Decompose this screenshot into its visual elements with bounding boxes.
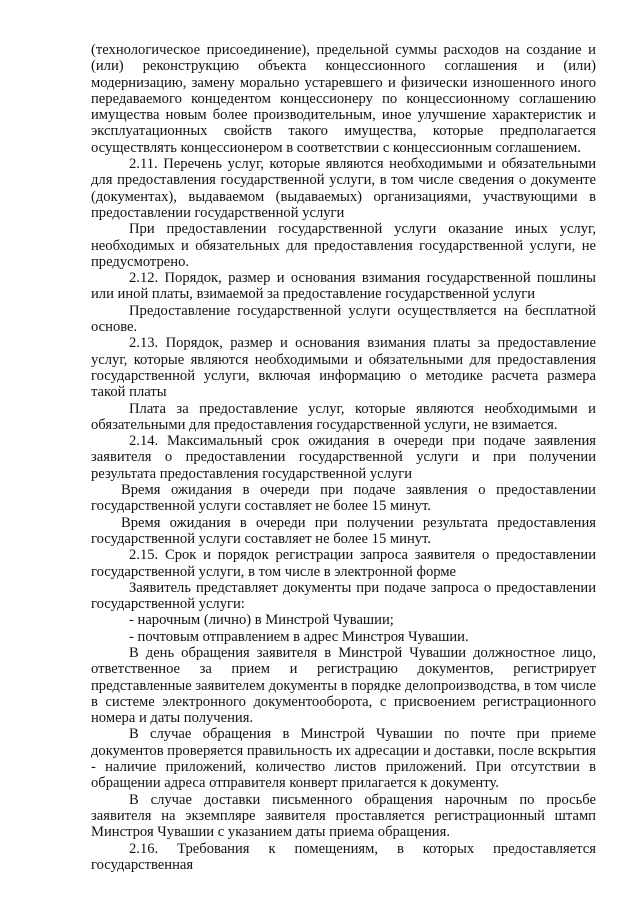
- paragraph-2-14-wait-submit: Время ожидания в очереди при подаче заявления о предоставлении государственной услуги составляет не более 15 минут.: [91, 482, 596, 515]
- section-heading-2-15: 2.15. Срок и порядок регистрации запроса заявителя о предоставлении государственной услуги, в том числе в электронной форме: [91, 547, 596, 580]
- paragraph-2-12-body: Предоставление государственной услуги осуществляется на бесплатной основе.: [91, 302, 596, 336]
- paragraph-2-11-body: При предоставлении государственной услуги оказание иных услуг, необходимых и обязательных для предоставления государственной услуги, не предусмотрено.: [91, 221, 596, 270]
- section-heading-2-12: 2.12. Порядок, размер и основания взимания государственной пошлины или иной платы, взимаемой за предоставление государственной услуги: [91, 270, 596, 303]
- list-item-by-mail: - почтовым отправлением в адрес Минстроя Чувашии.: [129, 628, 469, 645]
- section-heading-2-11: 2.11. Перечень услуг, которые являются необходимыми и обязательными для предоставления государственной услуги, в том числе сведения о документе (документах), выдаваемом (выдаваемых) организациями, участвующими в предоставлении государственной услуги: [91, 156, 596, 221]
- paragraph-2-15-registration: В день обращения заявителя в Минстрой Чувашии должностное лицо, ответственное за прием и регистрацию документов, регистрирует представленные заявителем документы в порядке делопроизводства, в том числе в системе электронного документооборота, с присвоением регистрационного номера и даты получения.: [91, 644, 596, 727]
- section-heading-2-14: 2.14. Максимальный срок ожидания в очереди при подаче заявления заявителя о предоставлении государственной услуги и при получении результата предоставления государственной услуги: [91, 433, 596, 482]
- list-item-in-person: - нарочным (лично) в Минстрой Чувашии;: [129, 612, 394, 629]
- paragraph-2-13-body: Плата за предоставление услуг, которые являются необходимыми и обязательными для предоставления государственной услуги, не взимается.: [91, 400, 596, 433]
- paragraph-concession-continuation: (технологическое присоединение), предельной суммы расходов на создание и (или) реконструкцию объекта концессионного соглашения и (или) модернизацию, замену морально устаревшего и физически изношенного иного передаваемого концедентом концессионеру по концессионному соглашению имущества новым более производительным, иное улучшение характеристик и эксплуатационных свойств такого имущества, которые предполагается осуществлять концессионером в соответствии с концессионным соглашением.: [91, 42, 596, 156]
- section-heading-2-13: 2.13. Порядок, размер и основания взимания платы за предоставление услуг, которые являются необходимыми и обязательными для предоставления государственной услуги, включая информацию о методике расчета размера такой платы: [91, 335, 596, 401]
- paragraph-2-15-courier: В случае доставки письменного обращения нарочным по просьбе заявителя на экземпляре заявителя проставляется регистрационный штамп Минстроя Чувашии с указанием даты приема обращения.: [91, 791, 596, 841]
- paragraph-2-15-intro: Заявитель представляет документы при подаче запроса о предоставлении государственной услуги:: [91, 579, 596, 613]
- document-page: [91, 42, 596, 873]
- paragraph-2-15-mail: В случае обращения в Минстрой Чувашии по почте при приеме документов проверяется правильность их адресации и доставки, после вскрытия - наличие приложений, количество листов приложений. При отсутствии в обращении адреса отправителя конверт прилагается к документу.: [91, 726, 596, 792]
- paragraph-2-14-wait-result: Время ожидания в очереди при получении результата предоставления государственной услуги составляет не более 15 минут.: [91, 514, 596, 547]
- section-heading-2-16: 2.16. Требования к помещениям, в которых предоставляется государственная: [91, 840, 596, 873]
